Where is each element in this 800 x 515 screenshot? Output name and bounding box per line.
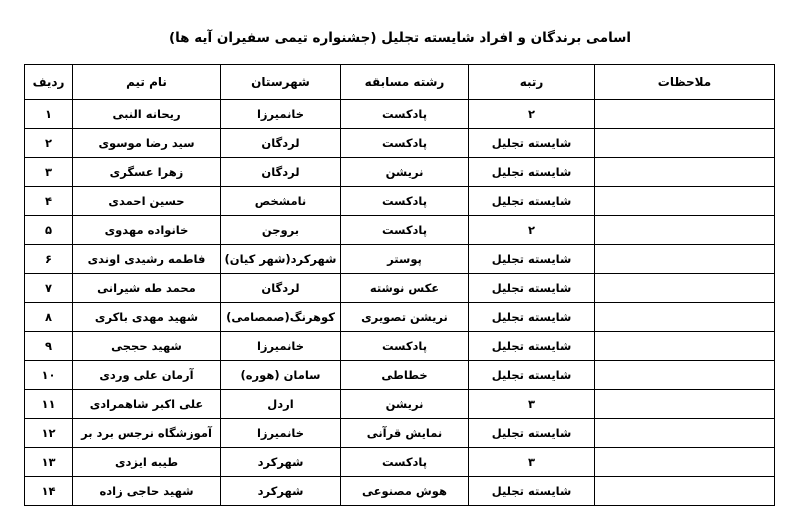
cell-radif: ۷ xyxy=(25,274,73,303)
cell-radif: ۸ xyxy=(25,303,73,332)
cell-notes xyxy=(595,100,775,129)
cell-rank: شایسته تجلیل xyxy=(469,274,595,303)
cell-notes xyxy=(595,216,775,245)
cell-notes xyxy=(595,361,775,390)
cell-notes xyxy=(595,390,775,419)
results-table xyxy=(24,64,775,506)
cell-team: آموزشگاه نرجس برد بر xyxy=(73,419,221,448)
cell-city: خانمیرزا xyxy=(221,419,341,448)
table-row xyxy=(25,448,775,477)
cell-field: پادکست xyxy=(341,129,469,158)
cell-radif: ۱ xyxy=(25,100,73,129)
cell-radif: ۳ xyxy=(25,158,73,187)
cell-city: اردل xyxy=(221,390,341,419)
cell-rank: شایسته تجلیل xyxy=(469,477,595,506)
cell-city: شهرکرد xyxy=(221,448,341,477)
table-row xyxy=(25,332,775,361)
cell-city: شهرکرد xyxy=(221,477,341,506)
table-row xyxy=(25,477,775,506)
cell-field: خطاطی xyxy=(341,361,469,390)
cell-field: نریشن xyxy=(341,390,469,419)
cell-notes xyxy=(595,419,775,448)
column-header-team: نام تیم xyxy=(73,65,221,100)
results-table-container xyxy=(0,64,800,506)
cell-field: پادکست xyxy=(341,216,469,245)
cell-rank: شایسته تجلیل xyxy=(469,158,595,187)
cell-radif: ۱۲ xyxy=(25,419,73,448)
cell-notes xyxy=(595,448,775,477)
cell-notes xyxy=(595,477,775,506)
cell-team: خانواده مهدوی xyxy=(73,216,221,245)
cell-city: خانمیرزا xyxy=(221,100,341,129)
cell-notes xyxy=(595,129,775,158)
cell-notes xyxy=(595,303,775,332)
table-row xyxy=(25,390,775,419)
table-row xyxy=(25,303,775,332)
cell-team: زهرا عسگری xyxy=(73,158,221,187)
cell-field: پادکست xyxy=(341,332,469,361)
cell-team: حسین احمدی xyxy=(73,187,221,216)
cell-radif: ۴ xyxy=(25,187,73,216)
cell-field: عکس نوشته xyxy=(341,274,469,303)
cell-radif: ۱۰ xyxy=(25,361,73,390)
cell-city: لردگان xyxy=(221,274,341,303)
cell-city: شهرکرد(شهر کیان) xyxy=(221,245,341,274)
table-row xyxy=(25,216,775,245)
cell-radif: ۶ xyxy=(25,245,73,274)
cell-notes xyxy=(595,158,775,187)
table-row xyxy=(25,274,775,303)
cell-rank: شایسته تجلیل xyxy=(469,245,595,274)
table-body xyxy=(25,100,775,506)
column-header-city: شهرستان xyxy=(221,65,341,100)
cell-rank: ۳ xyxy=(469,448,595,477)
cell-rank: شایسته تجلیل xyxy=(469,129,595,158)
cell-team: علی اکبر شاهمرادی xyxy=(73,390,221,419)
cell-field: پوستر xyxy=(341,245,469,274)
cell-notes xyxy=(595,245,775,274)
cell-rank: شایسته تجلیل xyxy=(469,332,595,361)
table-header-row xyxy=(25,65,775,100)
cell-radif: ۹ xyxy=(25,332,73,361)
cell-field: پادکست xyxy=(341,448,469,477)
table-row xyxy=(25,245,775,274)
cell-team: شهید حججی xyxy=(73,332,221,361)
table-row xyxy=(25,187,775,216)
cell-radif: ۱۳ xyxy=(25,448,73,477)
cell-rank: ۲ xyxy=(469,216,595,245)
cell-team: آرمان علی وردی xyxy=(73,361,221,390)
cell-city: کوهرنگ(صمصامی) xyxy=(221,303,341,332)
table-row xyxy=(25,158,775,187)
table-row xyxy=(25,361,775,390)
table-header xyxy=(25,65,775,100)
table-row xyxy=(25,419,775,448)
cell-field: پادکست xyxy=(341,100,469,129)
cell-radif: ۵ xyxy=(25,216,73,245)
cell-rank: ۳ xyxy=(469,390,595,419)
cell-rank: شایسته تجلیل xyxy=(469,419,595,448)
cell-rank: شایسته تجلیل xyxy=(469,187,595,216)
cell-team: فاطمه رشیدی اوندی xyxy=(73,245,221,274)
cell-city: نامشخص xyxy=(221,187,341,216)
cell-city: خانمیرزا xyxy=(221,332,341,361)
cell-field: پادکست xyxy=(341,187,469,216)
cell-team: سید رضا موسوی xyxy=(73,129,221,158)
cell-team: محمد طه شیرانی xyxy=(73,274,221,303)
table-row xyxy=(25,100,775,129)
cell-team: ریحانه النبی xyxy=(73,100,221,129)
column-header-rank: رتبه xyxy=(469,65,595,100)
cell-team: طیبه ایزدی xyxy=(73,448,221,477)
cell-radif: ۱۴ xyxy=(25,477,73,506)
cell-city: سامان (هوره) xyxy=(221,361,341,390)
cell-rank: شایسته تجلیل xyxy=(469,361,595,390)
cell-radif: ۱۱ xyxy=(25,390,73,419)
column-header-radif: ردیف xyxy=(25,65,73,100)
cell-field: هوش مصنوعی xyxy=(341,477,469,506)
cell-rank: ۲ xyxy=(469,100,595,129)
cell-team: شهید حاجی زاده xyxy=(73,477,221,506)
cell-field: نمایش قرآنی xyxy=(341,419,469,448)
cell-rank: شایسته تجلیل xyxy=(469,303,595,332)
column-header-field: رشته مسابقه xyxy=(341,65,469,100)
table-row xyxy=(25,129,775,158)
cell-city: لردگان xyxy=(221,158,341,187)
cell-field: نریشن xyxy=(341,158,469,187)
cell-notes xyxy=(595,274,775,303)
cell-notes xyxy=(595,187,775,216)
cell-city: بروجن xyxy=(221,216,341,245)
page-title: اسامی برندگان و افراد شایسته تجلیل (جشنواره تیمی سفیران آیه ها) xyxy=(168,30,632,46)
cell-city: لردگان xyxy=(221,129,341,158)
cell-field: نریشن تصویری xyxy=(341,303,469,332)
cell-team: شهید مهدی باکری xyxy=(73,303,221,332)
cell-radif: ۲ xyxy=(25,129,73,158)
column-header-notes: ملاحظات xyxy=(595,65,775,100)
cell-notes xyxy=(595,332,775,361)
